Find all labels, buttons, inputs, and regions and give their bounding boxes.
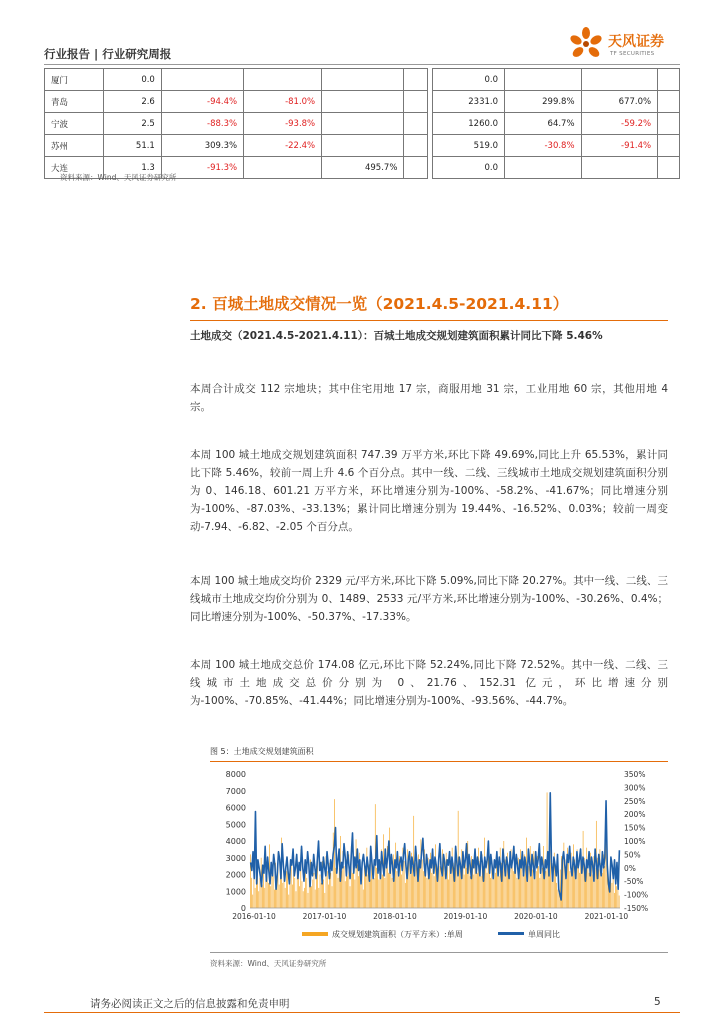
bar (258, 891, 259, 908)
bar (529, 866, 530, 908)
bar (296, 891, 297, 908)
bar (379, 880, 380, 908)
bar (521, 864, 522, 908)
bar (513, 871, 514, 908)
bar (302, 881, 303, 908)
paragraph-transactions: 本周合计成交 112 宗地块；其中住宅用地 17 宗，商服用地 31 宗，工业用地 60 宗，其他用地 4 宗。 (190, 383, 668, 413)
bar (262, 885, 263, 908)
table-row (433, 69, 680, 91)
bar (423, 871, 424, 908)
wow-cell (161, 69, 243, 91)
empty-cell (404, 113, 428, 135)
brand-logo (568, 26, 680, 66)
cumulative-cell (658, 113, 680, 135)
x-axis-ticks (232, 912, 628, 921)
y-left-tick-label: 1000 (225, 887, 246, 897)
brand-name: 天风证券 (608, 34, 664, 50)
bar (478, 848, 479, 908)
yoy-cell: -91.4% (581, 135, 658, 157)
bar (370, 880, 371, 908)
area-cell: 1.3 (104, 157, 162, 179)
empty-cell (404, 69, 428, 91)
wow-cell (505, 157, 582, 179)
figure-source-note: 资料来源：Wind、天风证券研究所 (210, 959, 327, 968)
bar (546, 871, 547, 908)
bar (292, 885, 293, 908)
bar (344, 866, 345, 908)
yoy-cell (581, 69, 658, 91)
bar (291, 864, 292, 908)
bar (412, 866, 413, 908)
page-number: 5 (654, 996, 661, 1008)
price-cell: 0.0 (433, 69, 505, 91)
bar (256, 883, 257, 908)
section-title: 2. 百城土地成交情况一览（2021.4.5-2021.4.11） (190, 295, 569, 313)
y-left-tick-label: 5000 (225, 820, 246, 830)
x-tick-label: 2019-01-10 (443, 912, 488, 921)
bar (410, 873, 411, 908)
wow-cell: -94.4% (161, 91, 243, 113)
legend-line-label: 单周同比 (528, 930, 560, 939)
bar (534, 851, 535, 908)
bar (422, 859, 423, 908)
bar (530, 846, 531, 908)
figure-top-rule (210, 761, 668, 762)
bar (520, 849, 521, 908)
y-left-tick-label: 7000 (225, 786, 246, 796)
bar (288, 895, 289, 908)
x-tick-label: 2021-01-10 (584, 912, 629, 921)
y-right-tick-label: 100% (624, 837, 646, 846)
bar (558, 890, 559, 908)
bar (434, 876, 435, 908)
bar (466, 868, 467, 908)
bar (274, 890, 275, 908)
yoy-cell: -22.4% (244, 135, 322, 157)
price-cell: 2331.0 (433, 91, 505, 113)
bar (285, 888, 286, 908)
bar (440, 866, 441, 908)
bar (303, 891, 304, 908)
cumulative-cell (322, 135, 404, 157)
bar (352, 873, 353, 908)
figure-bottom-rule (210, 952, 668, 953)
cumulative-cell (322, 69, 404, 91)
bar (358, 876, 359, 908)
price-cell: 0.0 (433, 157, 505, 179)
bar (404, 861, 405, 908)
bar (579, 873, 580, 908)
bar (327, 871, 328, 908)
bar (536, 871, 537, 908)
bar (609, 891, 610, 908)
y-axis-right (624, 770, 648, 913)
bar (588, 863, 589, 908)
y-left-tick-label: 3000 (225, 853, 246, 863)
yoy-cell: -59.2% (581, 113, 658, 135)
bar-series (250, 792, 619, 908)
bar (318, 888, 319, 908)
cumulative-cell (658, 91, 680, 113)
y-left-tick-label: 8000 (225, 770, 246, 779)
bar (355, 880, 356, 908)
bar (374, 878, 375, 908)
price-cell: 1260.0 (433, 113, 505, 135)
bar (333, 833, 334, 908)
bar (560, 869, 561, 908)
yoy-cell (581, 157, 658, 179)
bar (619, 895, 620, 908)
empty-cell (404, 157, 428, 179)
bar (614, 893, 615, 908)
wow-cell: -88.3% (161, 113, 243, 135)
city-land-table-right (432, 68, 680, 179)
y-right-tick-label: 50% (624, 850, 641, 860)
legend-bar-label: 成交规划建筑面积（万平方米）:单周 (332, 930, 463, 939)
table-row (433, 157, 680, 179)
y-left-tick-label: 2000 (225, 870, 246, 880)
y-axis-left (226, 770, 246, 913)
bar (388, 873, 389, 908)
bar (448, 880, 449, 908)
cumulative-cell: 495.7% (322, 157, 404, 179)
bar (320, 875, 321, 909)
y-left-tick-label: 0 (240, 904, 246, 913)
bar (350, 886, 351, 908)
bar (495, 873, 496, 908)
city-name-cell: 宁波 (45, 113, 104, 135)
bar (613, 876, 614, 908)
bar (294, 878, 295, 908)
y-right-tick-label: 250% (624, 796, 646, 806)
bar (499, 876, 500, 908)
y-right-tick-label: 150% (624, 823, 646, 833)
yoy-cell (244, 69, 322, 91)
bar (314, 873, 315, 908)
bar (260, 878, 261, 908)
paragraph-avg-price: 本周 100 城土地成交均价 2329 元/平方米,环比下降 5.09%,同比下降 20.27%。其中一线、二线、三线城市土地成交均价分别为 0、1489、2533 元/平方米,环比增速分别为-100%、-30.26%、0.4%；同比增速分别为-100%、-50.37%、-17.33%。 (190, 575, 668, 623)
bar (454, 878, 455, 908)
yoy-cell: -93.8% (244, 113, 322, 135)
flower-logo-icon (568, 26, 604, 64)
bar (397, 871, 398, 908)
bar (361, 883, 362, 908)
bar (517, 878, 518, 908)
y-right-tick-label: 300% (624, 783, 646, 793)
wow-cell: 299.8% (505, 91, 582, 113)
bar (547, 792, 548, 908)
bar (464, 875, 465, 909)
report-category: 行业报告 | 行业研究周报 (44, 47, 172, 61)
paragraph-floor-area: 本周 100 城土地成交规划建筑面积 747.39 万平方米,环比下降 49.69%,同比上升 65.53%，累计同比下降 5.46%，较前一周上升 4.6 个百分点。其中一线、二线、三线城市土地成交规划建筑面积分别为 0、146.18、601.21 万平方米，环比增速分别为-100%、-58.2%、-41.67%；同比增速分别为-100%、-87.03%、-33.13%；累计同比增速分别为 19.44%、-16.52%、0.03%；较前一周变动-7.94、-6.82、-2.05 个百分点。 (190, 449, 668, 533)
bar (282, 883, 283, 908)
bar (252, 895, 253, 908)
bar (473, 875, 474, 909)
bar (542, 868, 543, 908)
x-tick-label: 2016-01-10 (232, 912, 276, 921)
bar (523, 875, 524, 909)
wow-cell: 309.3% (161, 135, 243, 157)
bar (586, 848, 587, 908)
section-title-underline (190, 320, 668, 321)
legend-bar-swatch (302, 932, 328, 936)
bar (441, 876, 442, 908)
bar (385, 878, 386, 908)
cumulative-cell (658, 157, 680, 179)
bar (251, 878, 252, 908)
bar (427, 878, 428, 908)
bar (270, 886, 271, 908)
table-row (433, 91, 680, 113)
bar (328, 885, 329, 908)
wow-cell: 64.7% (505, 113, 582, 135)
bar (395, 843, 396, 908)
table-row (433, 135, 680, 157)
y-right-tick-label: 350% (624, 770, 646, 779)
x-tick-label: 2018-01-10 (373, 912, 417, 921)
table-row (45, 69, 428, 91)
table-source-note: 资料来源：Wind、天风证券研究所 (60, 173, 177, 182)
y-right-tick-label: -50% (624, 877, 644, 887)
bar (451, 871, 452, 908)
header-divider (44, 64, 680, 65)
bar (323, 880, 324, 908)
bar (400, 864, 401, 908)
cumulative-cell (658, 135, 680, 157)
y-right-tick-label: -150% (624, 904, 649, 913)
cumulative-cell (322, 91, 404, 113)
chart-legend (302, 929, 560, 939)
bar (435, 844, 436, 908)
disclaimer-text: 请务必阅读正文之后的信息披露和免责申明 (90, 998, 290, 1010)
bar (490, 878, 491, 908)
bar (487, 873, 488, 908)
area-cell: 2.5 (104, 113, 162, 135)
bar (268, 883, 269, 908)
city-name-cell: 苏州 (45, 135, 104, 157)
bar (556, 883, 557, 908)
city-land-table-left (44, 68, 428, 179)
y-right-tick-label: 200% (624, 810, 646, 820)
bar (570, 871, 571, 908)
bar (312, 880, 313, 908)
section-subtitle: 土地成交（2021.4.5-2021.4.11）：百城土地成交规划建筑面积累计同比下降 5.46% (190, 330, 603, 342)
bar (330, 873, 331, 908)
bar (589, 873, 590, 908)
bar (409, 859, 410, 908)
bar (304, 888, 305, 908)
bar (602, 873, 603, 908)
bar (470, 876, 471, 908)
table-row (45, 135, 428, 157)
table-row (45, 113, 428, 135)
brand-subtitle: TF SECURITIES (610, 51, 655, 57)
yoy-cell: 677.0% (581, 91, 658, 113)
bar (419, 868, 420, 908)
bar (264, 888, 265, 908)
bar (338, 878, 339, 908)
y-right-tick-label: -100% (624, 890, 649, 900)
bar (286, 871, 287, 908)
x-tick-label: 2020-01-10 (514, 912, 558, 921)
bar (405, 883, 406, 908)
bar (357, 864, 358, 908)
area-cell: 0.0 (104, 69, 162, 91)
wow-cell: -91.3% (161, 157, 243, 179)
empty-cell (404, 91, 428, 113)
bar (604, 866, 605, 908)
bar (398, 876, 399, 908)
wow-cell (505, 69, 582, 91)
bar (334, 799, 335, 908)
bar (392, 878, 393, 908)
cumulative-cell (322, 113, 404, 135)
bar (573, 844, 574, 908)
bar (477, 873, 478, 908)
bar (368, 875, 369, 909)
y-left-tick-label: 4000 (225, 837, 246, 846)
table-row (45, 91, 428, 113)
wow-cell: -30.8% (505, 135, 582, 157)
bar (416, 863, 417, 908)
bar (347, 876, 348, 908)
bar (315, 890, 316, 908)
city-name-cell: 大连 (45, 157, 104, 179)
yoy-cell (244, 157, 322, 179)
bar (335, 868, 336, 908)
bar (332, 886, 333, 908)
bar (509, 875, 510, 909)
bar (345, 881, 346, 908)
bar (592, 875, 593, 909)
x-tick-label: 2017-01-10 (302, 912, 347, 921)
table-row (433, 113, 680, 135)
area-cell: 51.1 (104, 135, 162, 157)
bar (538, 866, 539, 908)
legend-line-swatch (498, 932, 524, 935)
bar (616, 886, 617, 908)
cumulative-cell (658, 69, 680, 91)
bar (431, 873, 432, 908)
land-area-chart (210, 764, 668, 948)
price-cell: 519.0 (433, 135, 505, 157)
bar (250, 854, 251, 908)
yoy-cell: -81.0% (244, 91, 322, 113)
bar (311, 886, 312, 908)
bar (540, 878, 541, 908)
area-cell: 2.6 (104, 91, 162, 113)
bar (612, 883, 613, 908)
footer-rule (44, 1012, 680, 1013)
bar (376, 868, 377, 908)
bar (356, 839, 357, 908)
city-name-cell: 厦门 (45, 69, 104, 91)
bar (578, 863, 579, 908)
figure-title: 图 5：土地成交规划建筑面积 (210, 747, 314, 756)
y-left-tick-label: 6000 (225, 803, 246, 813)
bar (272, 875, 273, 909)
paragraph-total-price: 本周 100 城土地成交总价 174.08 亿元,环比下降 52.24%,同比下降 72.52%。其中一线、二线、三线城市土地成交总价分别为 0、21.76、152.31 亿元，环比增速分别为-100%、-70.85%、-41.44%；同比增速分别为-100%、-93.56%、-44.7%。 (190, 659, 668, 707)
bar (279, 885, 280, 908)
bar (532, 869, 533, 908)
bar (363, 890, 364, 908)
bar (401, 875, 402, 909)
bar (481, 876, 482, 908)
empty-cell (404, 135, 428, 157)
bar (382, 875, 383, 909)
bar (306, 878, 307, 908)
bar (299, 886, 300, 908)
bar (321, 883, 322, 908)
bar (255, 888, 256, 908)
bar (298, 875, 299, 909)
y-right-tick-label: 0% (624, 863, 636, 873)
bar (308, 893, 309, 908)
bar (324, 893, 325, 908)
city-name-cell: 青岛 (45, 91, 104, 113)
bar (568, 861, 569, 908)
